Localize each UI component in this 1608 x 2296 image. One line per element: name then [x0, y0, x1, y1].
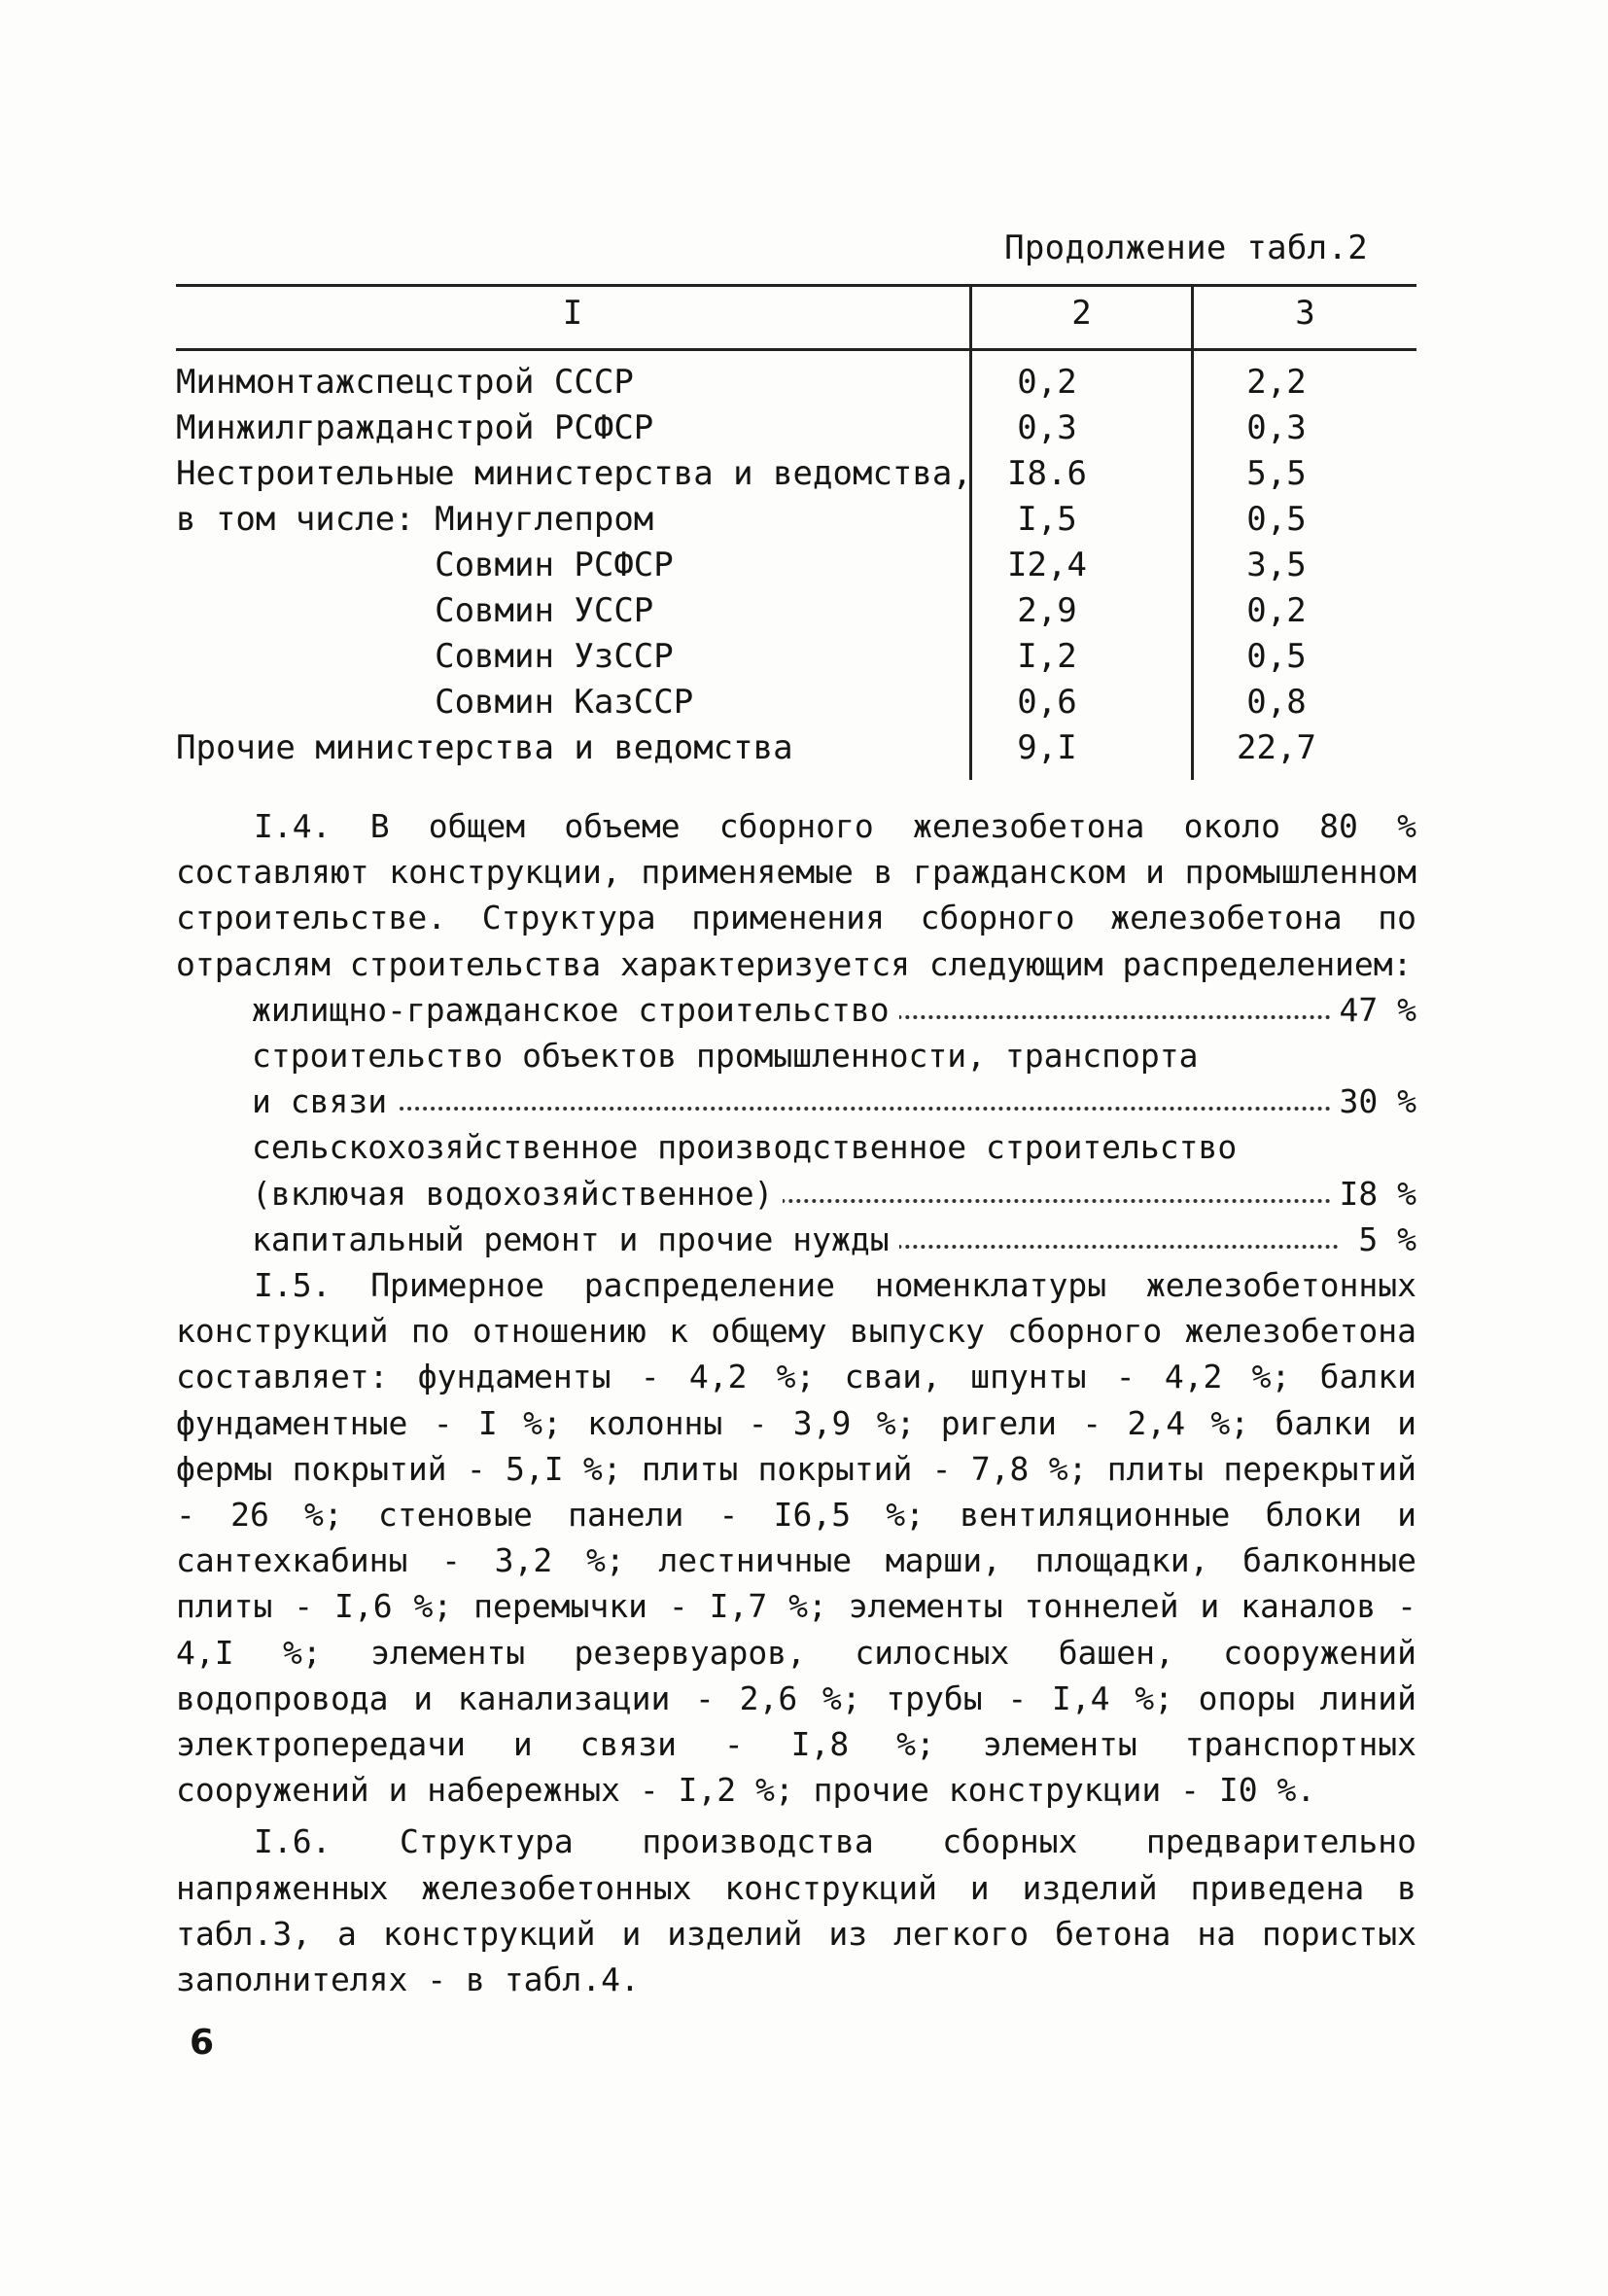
row-value-col2: 2,9: [1017, 591, 1077, 630]
row-name: Совмин РСФСР: [176, 546, 674, 584]
row-name: Минжилгражданстрой РСФСР: [176, 408, 654, 447]
table-row: [176, 591, 1416, 637]
distribution-item: [252, 1217, 1416, 1262]
header-col-3: 3: [1295, 294, 1315, 333]
item-prefix-line: строительство объектов промышленности, транспорта: [252, 1037, 1199, 1076]
distribution-item: [252, 1171, 1416, 1217]
table-row: [176, 683, 1416, 728]
row-name: Прочие министерства и ведомства: [176, 728, 793, 767]
row-value-col3: 22,7: [1237, 728, 1316, 767]
item-label: и связи: [252, 1082, 397, 1120]
row-value-col3: 0,5: [1246, 637, 1307, 676]
table-row: [176, 454, 1416, 500]
row-name: Совмин УзССР: [176, 637, 674, 676]
paragraph-1-6: I.6. Структура производства сборных предварительно напряженных железобетонных конструкций и изделий приведена в табл.3, а конструкций и изделий из легкого бетона на пористых заполнителях - в табл.4.: [176, 1822, 1416, 1999]
item-label: жилищно-гражданское строительство: [252, 991, 899, 1029]
table-top-rule: [176, 284, 1416, 287]
row-value-col3: 0,5: [1246, 500, 1307, 539]
row-value-col2: 0,6: [1017, 683, 1077, 722]
distribution-item: [252, 987, 1416, 1033]
item-percent: 30 %: [1332, 1078, 1416, 1124]
row-value-col3: 2,2: [1246, 363, 1307, 402]
item-prefix-line: сельскохозяйственное производственное строительство: [252, 1128, 1238, 1167]
table-caption: Продолжение табл.2: [1004, 229, 1368, 267]
table-row: [176, 637, 1416, 683]
row-value-col2: I8.6: [1007, 454, 1087, 493]
table-header-rule: [176, 348, 1416, 351]
table-row: [176, 546, 1416, 591]
leader-dots: [252, 1107, 1339, 1111]
row-value-col3: 3,5: [1246, 546, 1307, 584]
item-label: капитальный ремонт и прочие нужды: [252, 1220, 899, 1258]
row-value-col2: I,5: [1017, 500, 1077, 539]
table-row: [176, 363, 1416, 408]
row-value-col2: 0,3: [1017, 408, 1077, 447]
row-value-col2: 9,I: [1017, 728, 1077, 767]
row-value-col2: 0,2: [1017, 363, 1077, 402]
paragraph-1-4: I.4. В общем объеме сборного железобетона около 80 % составляют конструкции, применяемые в гражданском и промышленном строительстве. Структура применения сборного железобетона по отраслям строительства характеризуется следующим распределением:: [176, 807, 1416, 983]
row-value-col2: I2,4: [1007, 546, 1087, 584]
item-percent: I8 %: [1332, 1171, 1416, 1217]
row-name: Совмин УССР: [176, 591, 654, 630]
paragraph-1-5: I.5. Примерное распределение номенклатуры железобетонных конструкций по отношению к общему выпуску сборного железобетона составляет: фундаменты - 4,2 %; сваи, шпунты - 4,2 %; балки фундаментные - I %; колонны - 3,9 %; ригели - 2,4 %; балки и фермы покрытий - 5,I %; плиты покрытий - 7,8 %; плиты перекрытий - 26 %; стеновые панели - I6,5 %; вентиляционные блоки и сантехкабины - 3,2 %; лестничные марши, площадки, балконные плиты - I,6 %; перемычки - I,7 %; элементы тоннелей и каналов - 4,I %; элементы резервуаров, силосных башен, сооружений водопровода и канализации - 2,6 %; трубы - I,4 %; опоры линий электропередачи и связи - I,8 %; элементы транспортных сооружений и набережных - I,2 %; прочие конструкции - I0 %.: [176, 1266, 1416, 1810]
row-value-col2: I,2: [1017, 637, 1077, 676]
header-col-1: I: [562, 294, 583, 333]
table-row: [176, 408, 1416, 454]
row-value-col3: 0,8: [1246, 683, 1307, 722]
row-name: Минмонтажспецстрой СССР: [176, 363, 634, 402]
row-name: Нестроительные министерства и ведомства,: [176, 454, 972, 493]
row-value-col3: 0,2: [1246, 591, 1307, 630]
row-value-col3: 5,5: [1246, 454, 1307, 493]
header-col-2: 2: [1071, 294, 1092, 333]
item-percent: 5 %: [1350, 1217, 1416, 1262]
row-name: Совмин КазССР: [176, 683, 694, 722]
table-row: [176, 728, 1416, 774]
page-number: 6: [190, 2023, 215, 2063]
row-name: в том числе: Минуглепром: [176, 500, 654, 539]
distribution-item: [252, 1078, 1416, 1124]
row-value-col3: 0,3: [1246, 408, 1307, 447]
table-row: [176, 500, 1416, 546]
body-text: [176, 803, 1416, 2002]
item-label: (включая водохозяйственное): [252, 1175, 783, 1213]
item-percent: 47 %: [1332, 987, 1416, 1033]
